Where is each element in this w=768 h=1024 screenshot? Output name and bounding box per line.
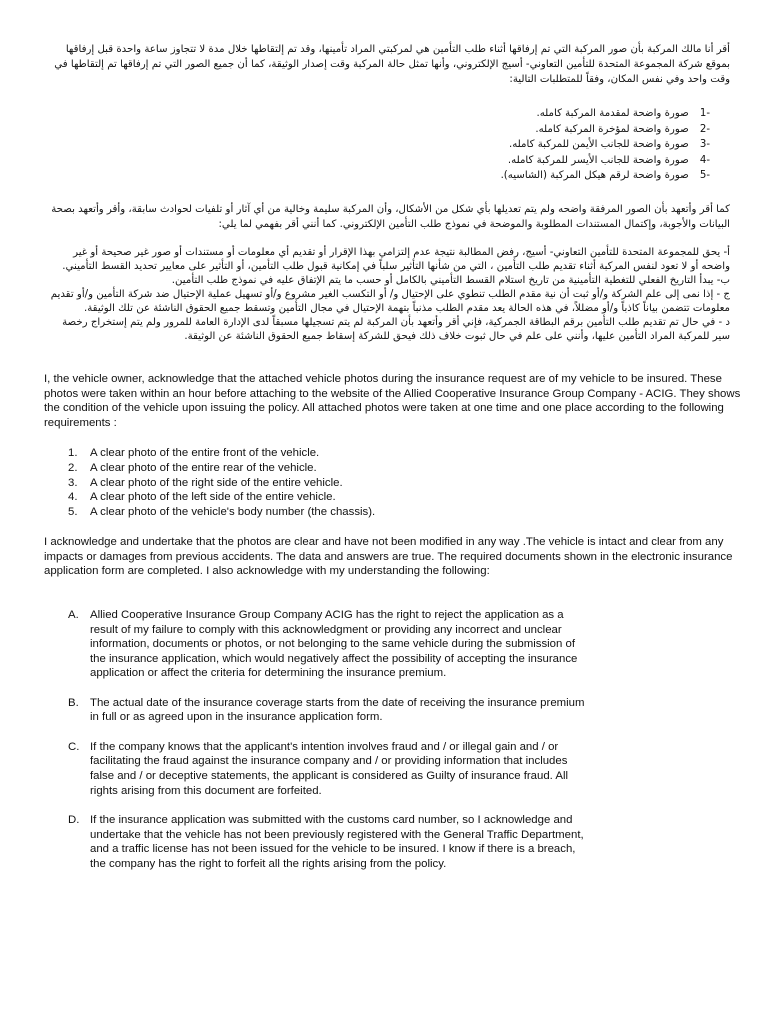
list-item: [300, 122, 710, 138]
clause-text: The actual date of the insurance coverage starts from the date of receiving the insurance premium in full or as agreed upon in the insurance application form.: [90, 696, 585, 724]
arabic-clauses-list: [42, 246, 730, 344]
english-acknowledgement-paragraph: I acknowledge and undertake that the photos are clear and have not been modified in any way .The vehicle is intact and clear from any impacts or damages from previous accidents. The data and answers are true. The required documents shown in the electronic insurance application form are completed. I also acknowledge with my understanding the following:: [44, 536, 733, 578]
list-item: [300, 137, 710, 153]
clause-text: Allied Cooperative Insurance Group Company ACIG has the right to reject the application as a result of my failure to comply with this acknowledgment or providing any incorrect and unclear information, documents or photos, or not belonging to the same vehicle during the submission of the insurance application, which would negatively affect the possibility of accepting the insurance application or affect the criteria for determining the insurance premium.: [90, 609, 578, 680]
clause-letter: C.: [68, 740, 80, 753]
list-item-text: صورة واضحة لرقم هيكل المركبة (الشاسيه).: [500, 170, 689, 182]
english-clause-b: [44, 696, 724, 725]
list-item-number: -2: [699, 123, 710, 135]
english-clause-a: [44, 608, 724, 681]
list-item-number: 2.: [68, 461, 78, 474]
english-clause-d: [44, 813, 724, 871]
clause-letter: A.: [68, 609, 79, 621]
list-item-text: صورة واضحة للجانب الأيسر للمركبة كامله.: [507, 154, 689, 166]
list-item-text: صورة واضحة للجانب الأيمن للمركبة كامله.: [508, 139, 689, 151]
list-item-number: 1.: [68, 447, 78, 459]
list-item-number: -1: [699, 108, 710, 119]
list-item: [44, 476, 544, 491]
list-item: [44, 461, 544, 476]
clause-text: If the insurance application was submitted with the customs card number, so I acknowledge and undertake that the vehicle has not been previously registered with the General Traffic Department, and a traffic license has not been issued for the vehicle to be insured. I know if there is a breach, the company has the right to forfeit all the rights arising from the policy.: [90, 813, 584, 870]
list-item-number: 3.: [68, 476, 78, 489]
list-item-number: -5: [699, 170, 710, 182]
arabic-clause-b: ب- يبدأ التاريخ الفعلي للتغطية التأمينية من تاريخ استلام القسط التأميني بالكامل أو حسب ما يتم الإتفاق عليه في نموذج طلب التأمين.: [171, 275, 730, 286]
arabic-clause-d: د - في حال تم تقديم طلب التأمين برقم البطاقة الجمركية، فإني أقر وأتعهد بأن المركبة لم يتم تسجيلها مسبقاً لدى الإدارة العامة للمرور ولم يتم إستخراج رخصة سير للمركبة المراد التأمين عليها، وأنني على علم في حال ثبوت خلاف ذلك فيحق للشركة إسقاط جميع الحقوق الناشئة عن الوثيقة.: [62, 317, 730, 342]
arabic-clause-c: ج - إذا نمى إلى علم الشركة و/أو ثبت أن نية مقدم الطلب تنطوي على الإحتيال و/ أو التكسب الغير مشروع و/أو تسهيل عملية الإحتيال ضد شركة التأمين و/أو تقديم معلومات تتضمن بياناً كاذباً و/أو مضللاً، في هذه الحالة يعد مقدم الطلب مذنباً بتهمة الإحتيال في مجال التأمين وتسقط جميع الحقوق الناشئة عن تلك الوثيقة.: [50, 289, 730, 314]
clause-text: If the company knows that the applicant's intention involves fraud and / or illegal gain and / or facilitating the fraud against the insurance company and / or providing information that includes false and / or deceptive statements, the applicant is considered as Guilty of insurance fraud. All rights arising from this document are forfeited.: [90, 740, 569, 797]
list-item-text: A clear photo of the entire front of the vehicle.: [90, 447, 320, 459]
list-item-text: صورة واضحة لمقدمة المركبة كامله.: [536, 108, 689, 119]
list-item-number: 5.: [68, 506, 78, 519]
clause-letter: D.: [68, 813, 80, 826]
list-item-number: 4.: [68, 491, 78, 504]
list-item-number: -4: [699, 154, 710, 166]
list-item: [44, 446, 544, 461]
arabic-acknowledgement-paragraph: كما أقر وأتعهد بأن الصور المرفقة واضحه ولم يتم تعديلها بأي شكل من الأشكال، وأن المركبة سليمة وخالية من أي آثار أو تلفيات لحوادث سابقة، وأقر وأتعهد بصحة البيانات والأجوبة، وإكتمال المستندات المطلوبة والموضحة في نموذج طلب التأمين الإلكتروني. كما أنني أقر بفهمي لما يلي:: [51, 204, 730, 230]
list-item-text: A clear photo of the entire rear of the vehicle.: [90, 461, 317, 474]
list-item-number: -3: [699, 139, 710, 151]
list-item-text: A clear photo of the vehicle's body number (the chassis).: [90, 506, 376, 519]
list-item: [300, 153, 710, 169]
list-item-text: صورة واضحة لمؤخرة المركبة كامله.: [535, 123, 689, 135]
english-intro-paragraph: I, the vehicle owner, acknowledge that the attached vehicle photos during the insurance request are of my vehicle to be insured. These photos were taken within an hour before attaching to the website of the Allied Cooperative Insurance Group Company - ACIG. They shows the condition of the vehicle upon issuing the policy. All attached photos were taken at one time and one place according to the following requirements :: [44, 373, 741, 429]
list-item: [300, 168, 710, 184]
english-clauses-list: [44, 608, 724, 886]
english-requirements-list: [44, 446, 544, 520]
list-item-text: A clear photo of the right side of the entire vehicle.: [90, 476, 343, 489]
list-item: [44, 505, 544, 520]
list-item: [44, 490, 544, 505]
list-item: [300, 106, 710, 122]
clause-letter: B.: [68, 696, 79, 709]
arabic-clause-a: أ- يحق للمجموعة المتحدة للتأمين التعاوني- أسيج، رفض المطالبة نتيجة عدم إلتزامي بهذا الإقرار أو تقديم أي معلومات أو مستندات أو صور غير صحيحة أو غير واضحه أو لا تعود لنفس المركبة أثناء تقديم طلب التأمين ، التي من شأنها التأثير سلباً في إمكانية قبول طلب التأمين، أو التأثير على معايير تحديد القسط التأميني.: [62, 247, 730, 272]
arabic-requirements-list: [300, 106, 710, 184]
list-item-text: A clear photo of the left side of the entire vehicle.: [90, 491, 336, 504]
arabic-intro-paragraph: أقر أنا مالك المركبة بأن صور المركبة التي تم إرفاقها أثناء طلب التأمين هي لمركبتي المراد تأمينها، وقد تم إلتقاطها خلال مدة لا تتجاوز ساعة واحدة قبل إرفاقها بموقع شركة المجموعة المتحدة للتأمين التعاوني- أسيج الإلكتروني، وأنها تمثل حالة المركبة وقت إصدار الوثيقة، كما أن جميع الصور التي تم إرفاقها تم إلتقاطها في وقت واحد وفي نفس المكان، وفقاً للمتطلبات التالية:: [54, 44, 730, 85]
english-clause-c: [44, 740, 724, 798]
